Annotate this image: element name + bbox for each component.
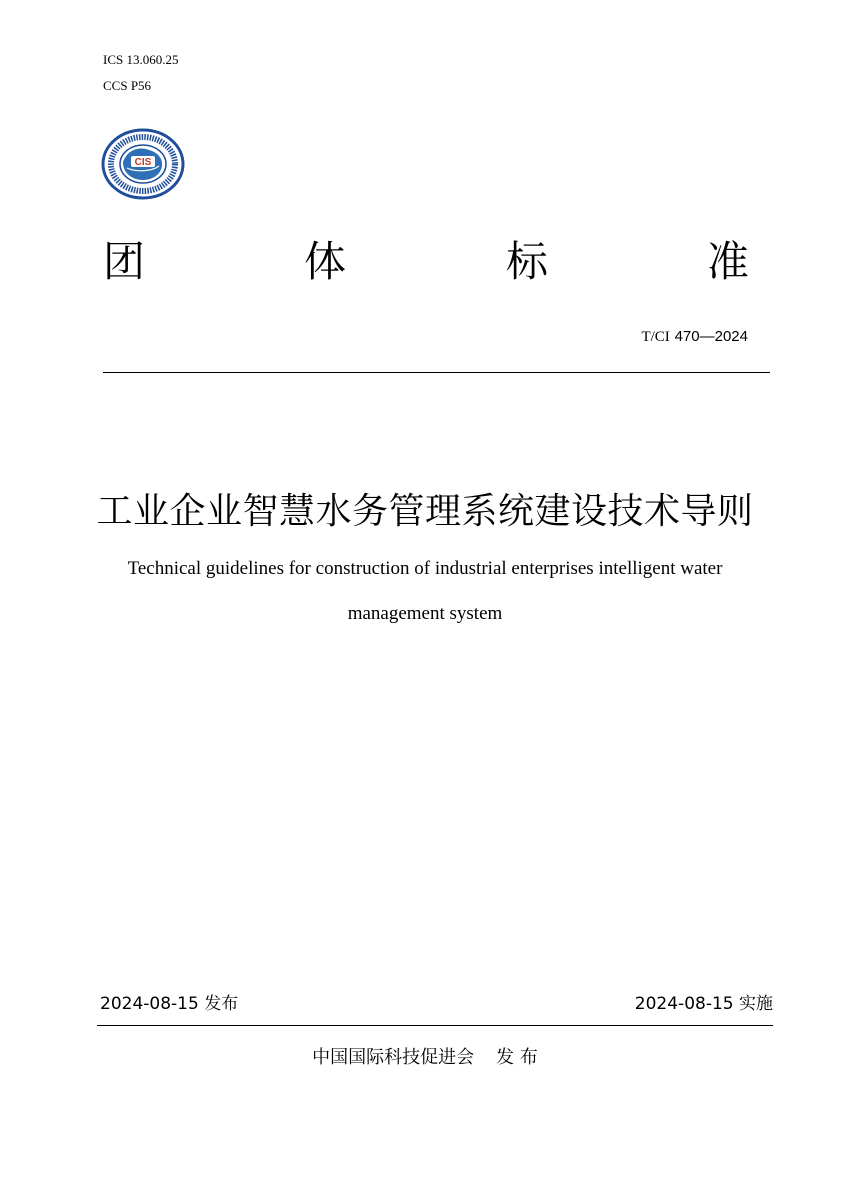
logo-center-text: CIS — [134, 157, 152, 168]
doc-type-char-2: 体 — [304, 237, 347, 286]
publisher-line — [0, 1045, 850, 1071]
document-title-zh: 工业企业智慧水务管理系统建设技术导则 — [96, 491, 754, 532]
implement-date: 2024-08-15 实施 — [634, 994, 773, 1014]
ccs-code: CCS P56 — [103, 78, 152, 93]
standard-number — [641, 326, 748, 347]
doc-type-char-3: 标 — [506, 237, 549, 286]
standard-code: T/CI — [641, 329, 670, 345]
standard-year-number: 470—2024 — [674, 328, 748, 345]
header-divider — [103, 372, 770, 373]
organization-logo-icon — [101, 128, 185, 200]
publisher-name: 中国国际科技促进会 — [312, 1047, 475, 1068]
footer-divider — [97, 1025, 773, 1026]
doc-type-char-4: 准 — [707, 237, 750, 286]
document-title-en-line1: Technical guidelines for construction of industrial enterprises intelligent water — [127, 558, 723, 579]
ics-code: ICS 13.060.25 — [103, 52, 179, 67]
release-date: 2024-08-15 发布 — [100, 994, 239, 1014]
document-title-en-line2: management system — [347, 603, 503, 624]
publisher-action: 发 布 — [496, 1047, 538, 1068]
doc-type-char-1: 团 — [103, 237, 146, 286]
